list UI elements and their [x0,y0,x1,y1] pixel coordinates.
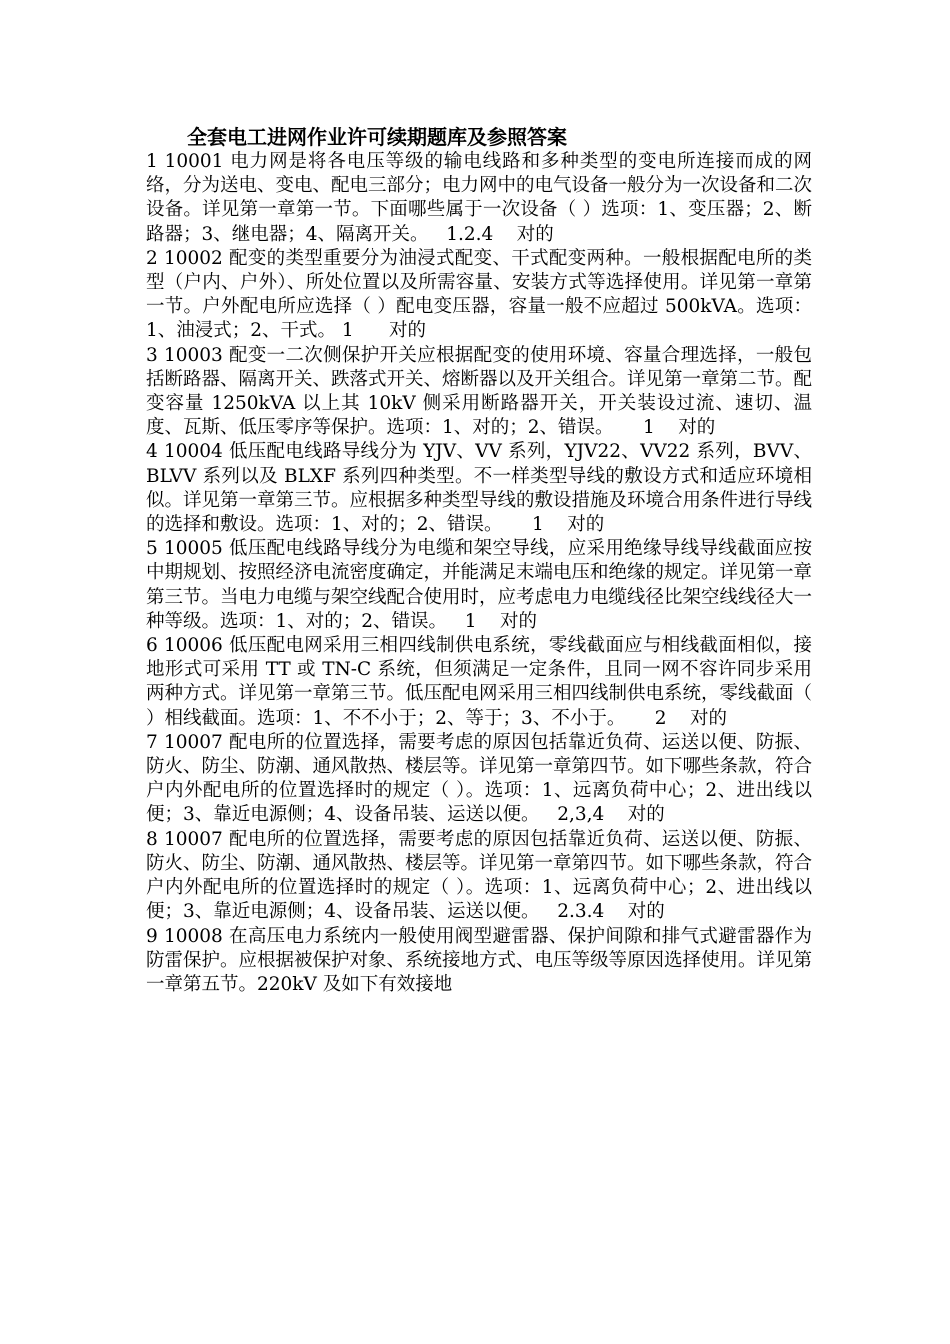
question-item [146,247,812,344]
question-item [146,925,812,998]
question-answer: 1 对的 [336,320,426,342]
document-title: 全套电工进网作业许可续期题库及参照答案 [187,125,567,149]
question-text: 5 10005 低压配电线路导线分为电缆和架空导线，应采用绝缘导线导线截面应按中期规划、按照经济电流密度确定，并能满足末端电压和绝缘的规定。详见第一章第三节。当电力电缆与架空线配合使用时，应考虑电力电缆线径比架空线线径大一种等级。选项：1、对的；2、错误。 [146,538,813,632]
question-item [146,344,812,441]
question-answer: 2.3.4 对的 [539,901,665,923]
question-answer: 1.2.4 对的 [428,223,554,245]
question-text: 6 10006 低压配电网采用三相四线制供电系统，零线截面应与相线截面相似，接地形式可采用 TT 或 TN-C 系统，但须满足一定条件，且同一网不容许同步采用两种方式。详见第一章第三节。低压配电网采用三相四线制供电系统，零线截面（ ）相线截面。选项：1、不不小于；2、等于；3、不小于。 [146,635,813,729]
question-answer: 1 对的 [447,610,537,632]
question-text: 8 10007 配电所的位置选择，需要考虑的原因包括靠近负荷、运送以便、防振、防火、防尘、防潮、通风散热、楼层等。详见第一章第四节。如下哪些条款，符合户内外配电所的位置选择时的规定（ ）。选项：1、远离负荷中心；2、进出线以便；3、靠近电源侧；4、设备吊装、运送以便。 [146,828,813,923]
question-answer: 1 对的 [613,417,716,439]
question-text: 9 10008 在高压电力系统内一般使用阀型避雷器、保护间隙和排气式避雷器作为防雷保护。应根据被保护对象、系统接地方式、电压等级等原因选择使用。详见第一章第五节。220kV 及如下有效接地 [146,925,813,995]
question-answer: 1 对的 [502,514,605,536]
question-item [146,440,812,537]
question-text: 3 10003 配变一二次侧保护开关应根据配变的使用环境、容量合理选择，一般包括断路器、隔离开关、跌落式开关、熔断器以及开关组合。详见第一章第二节。配变容量 1250kVA 以上其 10kV 侧采用断路器开关，开关装设过流、速切、温度、瓦斯、低压零序等保护。选项：1、对的；2、错误。 [146,344,813,439]
document-body [146,150,812,997]
question-text: 4 10004 低压配电线路导线分为 YJV、VV 系列，YJV22、VV22 系列，BVV、BLVV 系列以及 BLXF 系列四种类型。不一样类型导线的敷设方式和适应环境相似。详见第一章第三节。应根据多种类型导线的敷设措施及环境合用条件进行导线的选择和敷设。选项：1、对的；2、错误。 [146,441,813,536]
question-answer: 2 对的 [625,707,728,729]
question-text: 7 10007 配电所的位置选择，需要考虑的原因包括靠近负荷、运送以便、防振、防火、防尘、防潮、通风散热、楼层等。详见第一章第四节。如下哪些条款，符合户内外配电所的位置选择时的规定（ ）。选项：1、远离负荷中心；2、进出线以便；3、靠近电源侧；4、设备吊装、运送以便。 [146,731,813,826]
question-text: 2 10002 配变的类型重要分为油浸式配变、干式配变两种。一般根据配电所的类型（户内、户外）、所处位置以及所需容量、安装方式等选择使用。详见第一章第一节。户外配电所应选择（ ）配电变压器，容量一般不应超过 500kVA。选项：1、油浸式；2、干式。 [146,247,812,342]
question-answer: 2,3,4 对的 [539,804,665,826]
question-item [146,150,812,247]
question-item [146,828,812,925]
question-item [146,634,812,731]
question-item [146,731,812,828]
question-item [146,537,812,634]
question-text: 1 10001 电力网是将各电压等级的输电线路和多种类型的变电所连接而成的网络，分为送电、变电、配电三部分；电力网中的电气设备一般分为一次设备和二次设备。详见第一章第一节。下面哪些属于一次设备（ ）选项：1、变压器；2、断路器；3、继电器；4、隔离开关。 [146,151,813,245]
